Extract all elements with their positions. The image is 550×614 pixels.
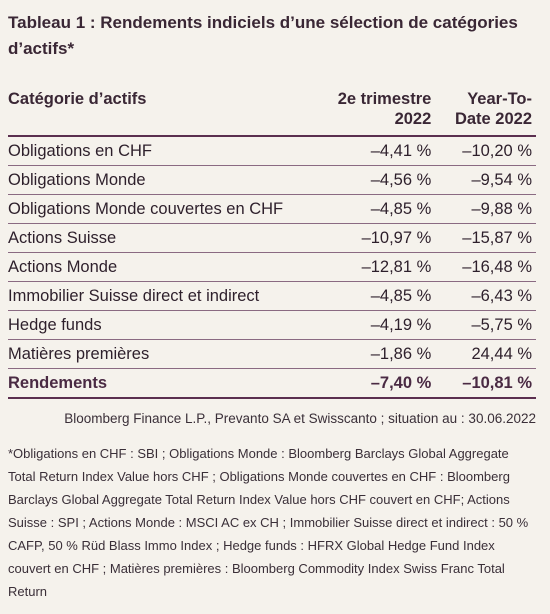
total-row	[8, 369, 536, 399]
row-ytd: –15,87 %	[443, 224, 536, 253]
row-ytd: –9,54 %	[443, 166, 536, 195]
table-row	[8, 136, 536, 166]
total-category: Rendements	[8, 369, 323, 399]
row-q2: –1,86 %	[323, 340, 444, 369]
table-row	[8, 166, 536, 195]
total-ytd: –10,81 %	[443, 369, 536, 399]
row-category: Obligations en CHF	[8, 136, 323, 166]
row-category: Matières premières	[8, 340, 323, 369]
row-ytd: –16,48 %	[443, 253, 536, 282]
table-row	[8, 224, 536, 253]
header-q2-line2: 2022	[394, 110, 432, 128]
row-ytd: –10,20 %	[443, 136, 536, 166]
row-category: Actions Suisse	[8, 224, 323, 253]
row-q2: –4,85 %	[323, 195, 444, 224]
table-row	[8, 253, 536, 282]
header-q2	[323, 86, 444, 136]
row-q2: –4,41 %	[323, 136, 444, 166]
returns-table	[8, 86, 536, 399]
source-note: Bloomberg Finance L.P., Prevanto SA et Swisscanto ; situation au : 30.06.2022	[64, 411, 536, 426]
header-q2-line1: 2e trimestre	[337, 90, 432, 108]
row-category: Actions Monde	[8, 253, 323, 282]
row-ytd: –9,88 %	[443, 195, 536, 224]
row-category: Hedge funds	[8, 311, 323, 340]
row-q2: –4,85 %	[323, 282, 444, 311]
table-row	[8, 311, 536, 340]
footnotes: *Obligations en CHF : SBI ; Obligations Monde : Bloomberg Barclays Global Aggregate Total Return Index Value hors CHF ; Obligations Monde couvertes en CHF : Bloomberg Barclays Global Aggregate Total Return Index Value hors CHF couvert en CHF; Actions Suisse : SPI ; Actions Monde : MSCI AC ex CH ; Immobilier Suisse direct et indirect : 50 % CAFP, 50 % Rüd Blass Immo Index ; Hedge funds : HFRX Global Hedge Fund Index couvert en CHF ; Matières premières : Bloomberg Commodity Index Swiss Franc Total Return	[8, 446, 529, 599]
row-category: Immobilier Suisse direct et indirect	[8, 282, 323, 311]
table-row	[8, 195, 536, 224]
row-category: Obligations Monde couvertes en CHF	[8, 195, 323, 224]
row-ytd: –6,43 %	[443, 282, 536, 311]
row-q2: –10,97 %	[323, 224, 444, 253]
header-row	[8, 86, 536, 136]
table-row	[8, 282, 536, 311]
row-q2: –4,56 %	[323, 166, 444, 195]
row-category: Obligations Monde	[8, 166, 323, 195]
header-ytd-line1: Year-To-	[467, 90, 532, 108]
row-q2: –4,19 %	[323, 311, 444, 340]
header-ytd	[443, 86, 536, 136]
header-category: Catégorie d’actifs	[8, 86, 323, 136]
row-ytd: –5,75 %	[443, 311, 536, 340]
table-title: Tableau 1 : Rendements indiciels d’une sélection de catégories d’actifs*	[8, 13, 518, 58]
row-ytd: 24,44 %	[443, 340, 536, 369]
header-ytd-line2: Date 2022	[454, 110, 532, 128]
table-row	[8, 340, 536, 369]
row-q2: –12,81 %	[323, 253, 444, 282]
total-q2: –7,40 %	[323, 369, 444, 399]
